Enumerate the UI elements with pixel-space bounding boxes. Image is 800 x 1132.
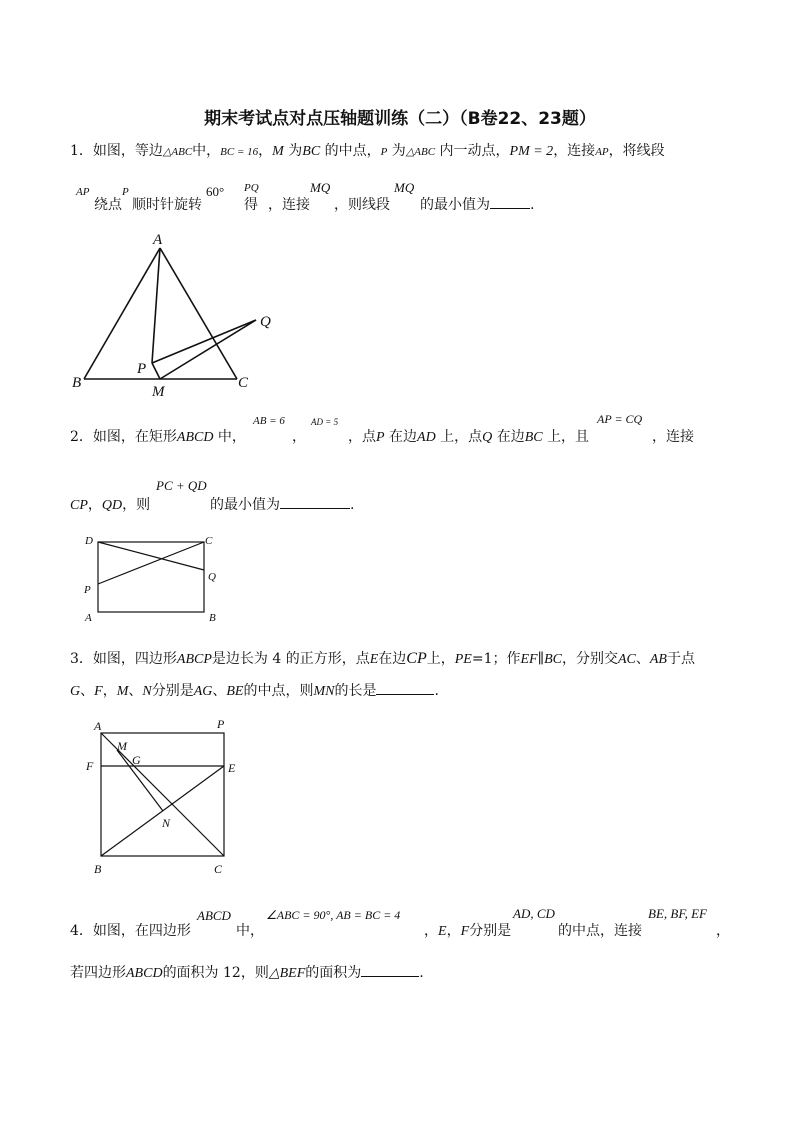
fig3-label-f: F [86,759,94,773]
q2-line1-rest: ，点P 在边AD 上，点Q 在边BC 上，且 [348,429,590,445]
q4-line1-a: 4．如图，在四边形 [70,923,191,939]
q4-lines: BE, BF, EF [648,906,707,921]
fig3-label-e: E [228,761,236,775]
fig1-label-q: Q [260,314,271,330]
fig3-label-p: P [217,717,225,731]
q4-line2: 若四边形ABCD的面积为 12，则△BEF的面积为 . [70,965,424,981]
fig3-label-g: G [132,753,141,767]
q4-condition: ∠ABC = 90°, AB = BC = 4 [266,908,401,922]
fig2-segment-pc [98,542,204,584]
fig3-label-n: N [162,816,171,830]
fig2-label-c: C [205,535,213,547]
fig2-segment-qd [98,542,204,570]
fig1-label-c: C [238,375,249,391]
figure-2 [98,542,204,612]
fig3-label-m: M [117,739,127,753]
fig1-segment-ap [152,248,160,363]
q3-line1: 3．如图，四边形ABCP是边长为 4 的正方形，点E在边CP上，PE=1；作EF∥BC，分别交AC、AB于点 [70,650,695,667]
fig2-label-d: D [85,535,93,547]
fig1-segment-pq [152,320,256,363]
q2-ab: AB = 6 [253,415,285,427]
fig1-label-m: M [152,384,165,400]
q2-ad: AD = 5 [311,417,339,427]
fig1-side-ab [84,248,160,379]
q2-apcq: AP = CQ [597,412,643,426]
fig2-label-p: P [84,584,91,596]
q2-expr: PC + QD [156,478,207,493]
q4-abcd: ABCD [197,908,231,923]
fig1-segment-pm [152,363,160,379]
fig1-side-ac [160,248,237,379]
q4-adcd: AD, CD [513,906,555,921]
fig2-rectangle [98,542,204,612]
q1-line1: 1．如图，等边△ABC中，BC = 16，M 为BC 的中点，P 为△ABC 内一动点，PM = 2，连接AP，将线段 [70,143,665,159]
page-title: 期末考试点对点压轴题训练（二）（B卷22、23题） [204,109,596,129]
fig1-label-b: B [72,375,82,391]
fig3-label-a: A [94,719,102,733]
fig2-label-q: Q [208,571,216,583]
fig2-label-a: A [85,612,92,624]
fig3-label-b: B [94,862,102,876]
fig3-label-c: C [214,862,223,876]
fig2-label-b: B [209,612,216,624]
fig1-label-a: A [153,232,163,248]
figure-1 [84,248,256,379]
q3-line2: G、F，M、N分别是AG、BE的中点，则MN的长是 . [70,683,439,699]
q2-line1: 2．如图，在矩形ABCD 中， [70,429,246,445]
q2-line2: CP，QD，则 [70,497,151,513]
fig1-label-p: P [137,361,147,377]
